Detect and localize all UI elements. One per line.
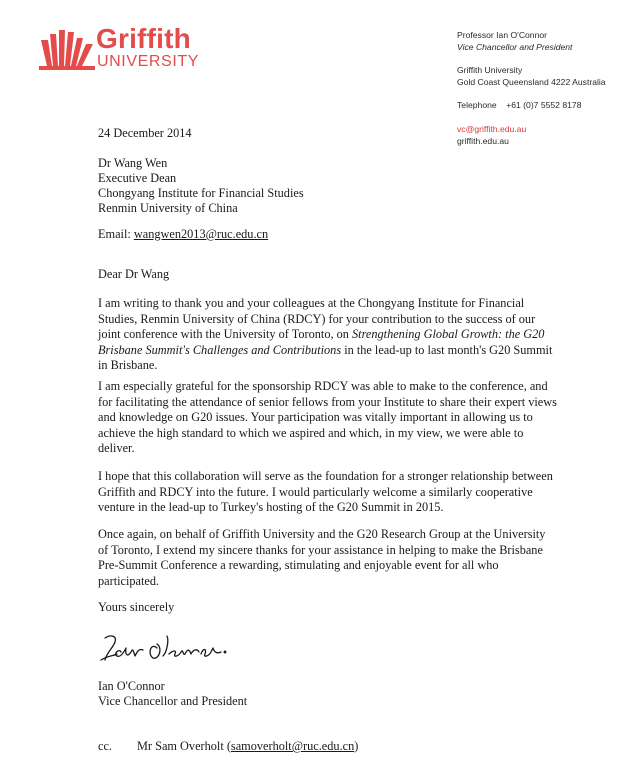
- paragraph-2-text: I am especially grateful for the sponsorship RDCY was able to make to the conference, and for facilitating the attendance of senior fellows from your Institute to share their expert views and knowledge on G20 issues. Your participation was vitally important in allowing us to achieve the high standard to which we aspired and which, in my view, we were able to deliver.: [98, 379, 557, 456]
- sender-org: Griffith University: [457, 65, 523, 75]
- recipient-university: Renmin University of China: [98, 201, 238, 215]
- conference-title: Strengthening Global Growth: the G20 Brisbane Summit's Challenges and Contributions: [98, 327, 545, 357]
- sender-address: Gold Coast Queensland 4222 Australia: [457, 77, 606, 87]
- recipient-email-link[interactable]: wangwen2013@ruc.edu.cn: [133, 227, 269, 241]
- cc-email-link[interactable]: samoverholt@ruc.edu.cn: [230, 739, 355, 753]
- cc-close: ): [354, 739, 359, 753]
- recipient-org: Chongyang Institute for Financial Studies: [98, 186, 304, 200]
- signatory-title: Vice Chancellor and President: [98, 694, 248, 708]
- logo-wordmark-griffith: Griffith: [96, 23, 191, 54]
- signatory-name: Ian O'Connor: [98, 679, 165, 693]
- cc-line: [137, 739, 358, 755]
- sender-name: Professor Ian O'Connor: [457, 30, 548, 40]
- recipient-title: Executive Dean: [98, 171, 177, 185]
- griffith-logo-mark: [39, 30, 95, 70]
- handwritten-signature: [99, 626, 229, 668]
- paragraph-3-text: I hope that this collaboration will serve as the foundation for a stronger relationship between Griffith and RDCY into the future. I would particularly welcome a similarly cooperative venture in the lead-up to Turkey's hosting of the G20 Summit in 2015.: [98, 469, 553, 515]
- sender-telephone: Telephone +61 (0)7 5552 8178: [457, 100, 582, 110]
- recipient-email-line: [98, 227, 268, 243]
- cc-name: Mr Sam Overholt (: [137, 739, 231, 753]
- paragraph-4: [98, 527, 558, 589]
- paragraph-2: [98, 379, 558, 457]
- paragraph-1: [98, 296, 558, 374]
- paragraph-1-start: I am writing to thank you and your colleagues at the Chongyang Institute for Financial Studies, Renmin University of China (RDCY) for your contribution to the success of our joint conference with the University of Toronto, on: [98, 296, 536, 342]
- sender-website-link[interactable]: griffith.edu.au: [457, 136, 509, 146]
- paragraph-3: [98, 469, 558, 516]
- sender-title: Vice Chancellor and President: [457, 42, 573, 52]
- recipient-email-label: Email:: [98, 227, 131, 241]
- paragraph-1-end: in the lead-up to last month's G20 Summit in Brisbane.: [98, 342, 553, 373]
- closing: Yours sincerely: [98, 600, 175, 614]
- salutation: Dear Dr Wang: [98, 267, 170, 281]
- paragraph-4-text: Once again, on behalf of Griffith University and the G20 Research Group at the University of Toronto, I extend my sincere thanks for your assistance in helping to make the Brisbane Pre-Summit Conference a rewarding, stimulating and enjoyable event for all who participated.: [98, 527, 546, 588]
- recipient-name: Dr Wang Wen: [98, 156, 168, 170]
- cc-label: cc.: [98, 739, 112, 753]
- sender-email-link[interactable]: vc@griffith.edu.au: [457, 124, 527, 134]
- logo-wordmark-university: UNIVERSITY: [97, 53, 200, 70]
- letter-date: 24 December 2014: [98, 126, 192, 140]
